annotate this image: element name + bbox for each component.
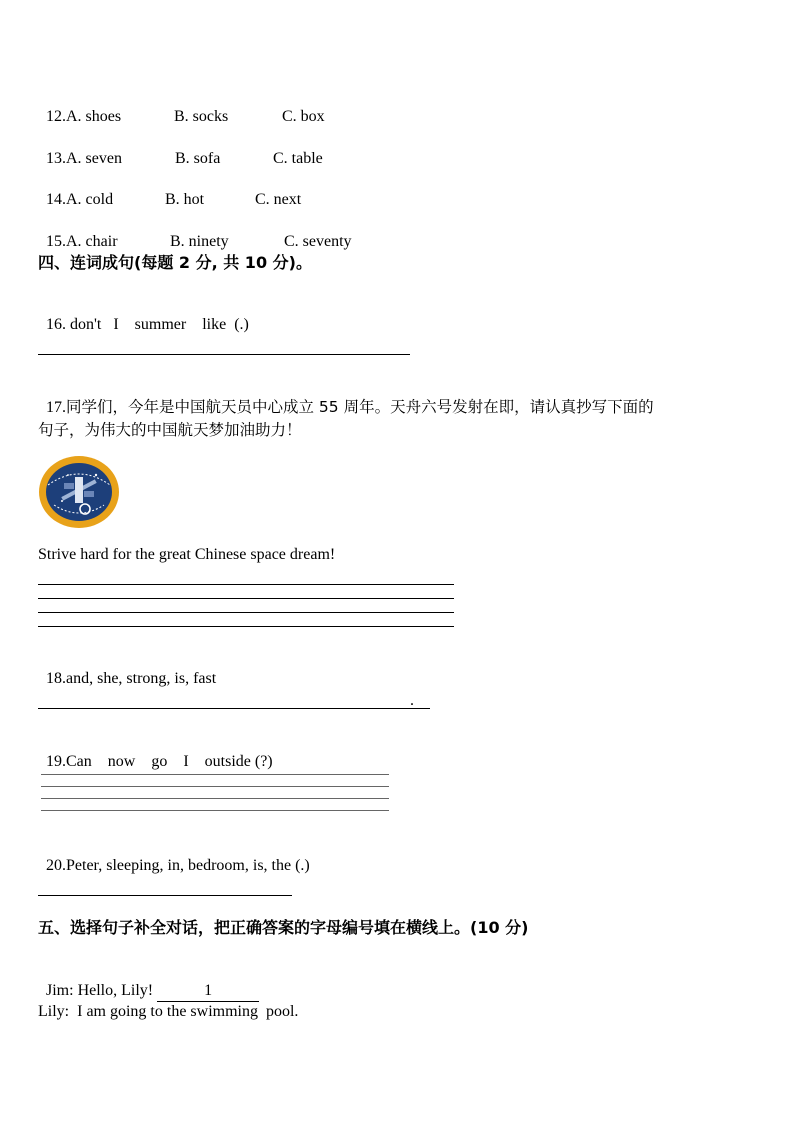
question-14 (38, 170, 301, 210)
question-text: and, she, strong, is, fast (66, 670, 217, 687)
option-c: C. next (255, 191, 302, 208)
question-number: 20. (46, 857, 66, 874)
option-b: B. sofa (175, 150, 221, 167)
question-number: 13. (46, 150, 66, 167)
question-number: 15. (46, 233, 66, 250)
question-12 (38, 87, 325, 127)
question-number: 18. (46, 670, 66, 687)
jim-line: Jim: Hello, Lily! (46, 982, 158, 999)
answer-line[interactable] (38, 708, 430, 709)
shenzhou-mission-badge (38, 455, 120, 529)
copy-line-1[interactable] (38, 584, 454, 585)
copy-sentence: Strive hard for the great Chinese space dream! (38, 546, 336, 563)
option-c: C. box (282, 108, 325, 125)
option-a: A. seven (66, 150, 122, 167)
question-number: 14. (46, 191, 66, 208)
question-13 (38, 129, 323, 169)
dialog-jim (38, 961, 259, 1002)
option-c: C. seventy (284, 233, 352, 250)
question-number: 19. (46, 753, 66, 770)
section-5-heading: 五、选择句子补全对话，把正确答案的字母编号填在横线上。(10 分) (38, 918, 529, 937)
writing-line-4[interactable] (41, 810, 389, 811)
option-a: A. chair (66, 233, 118, 250)
question-19 (38, 732, 273, 772)
option-b: B. hot (165, 191, 205, 208)
question-text: 同学们，今年是中国航天员中心成立 55 周年。天舟六号发射在即，请认真抄写下面的 (66, 398, 654, 416)
option-c: C. table (273, 150, 323, 167)
section-4-heading: 四、连词成句(每题 2 分, 共 10 分)。 (38, 253, 312, 272)
question-17 (38, 377, 654, 418)
question-number: 17. (46, 399, 66, 416)
copy-line-2[interactable] (38, 598, 454, 599)
writing-line-3[interactable] (41, 798, 389, 799)
option-a: A. cold (66, 191, 114, 208)
question-20 (38, 836, 310, 876)
dialog-lily: Lily: I am going to the swimming pool. (38, 1003, 299, 1020)
question-text: Can now go I outside (?) (66, 753, 273, 770)
question-text: Peter, sleeping, in, bedroom, is, the (.) (66, 857, 310, 874)
end-punctuation: . (410, 692, 414, 709)
copy-line-4[interactable] (38, 626, 454, 627)
answer-blank-1[interactable]: 1 (157, 981, 259, 1002)
question-17-line-2: 句子，为伟大的中国航天梦加油助力！ (38, 421, 302, 439)
writing-line-1[interactable] (41, 774, 389, 775)
answer-line[interactable] (38, 354, 410, 355)
writing-line-2[interactable] (41, 786, 389, 787)
question-text: don't I summer like (.) (66, 316, 249, 333)
copy-line-3[interactable] (38, 612, 454, 613)
question-number: 16. (46, 316, 66, 333)
option-a: A. shoes (66, 108, 122, 125)
option-b: B. socks (174, 108, 229, 125)
answer-line[interactable] (38, 895, 292, 896)
option-b: B. ninety (170, 233, 229, 250)
question-16 (38, 295, 249, 335)
question-number: 12. (46, 108, 66, 125)
question-18 (38, 649, 216, 689)
question-15 (38, 212, 352, 252)
